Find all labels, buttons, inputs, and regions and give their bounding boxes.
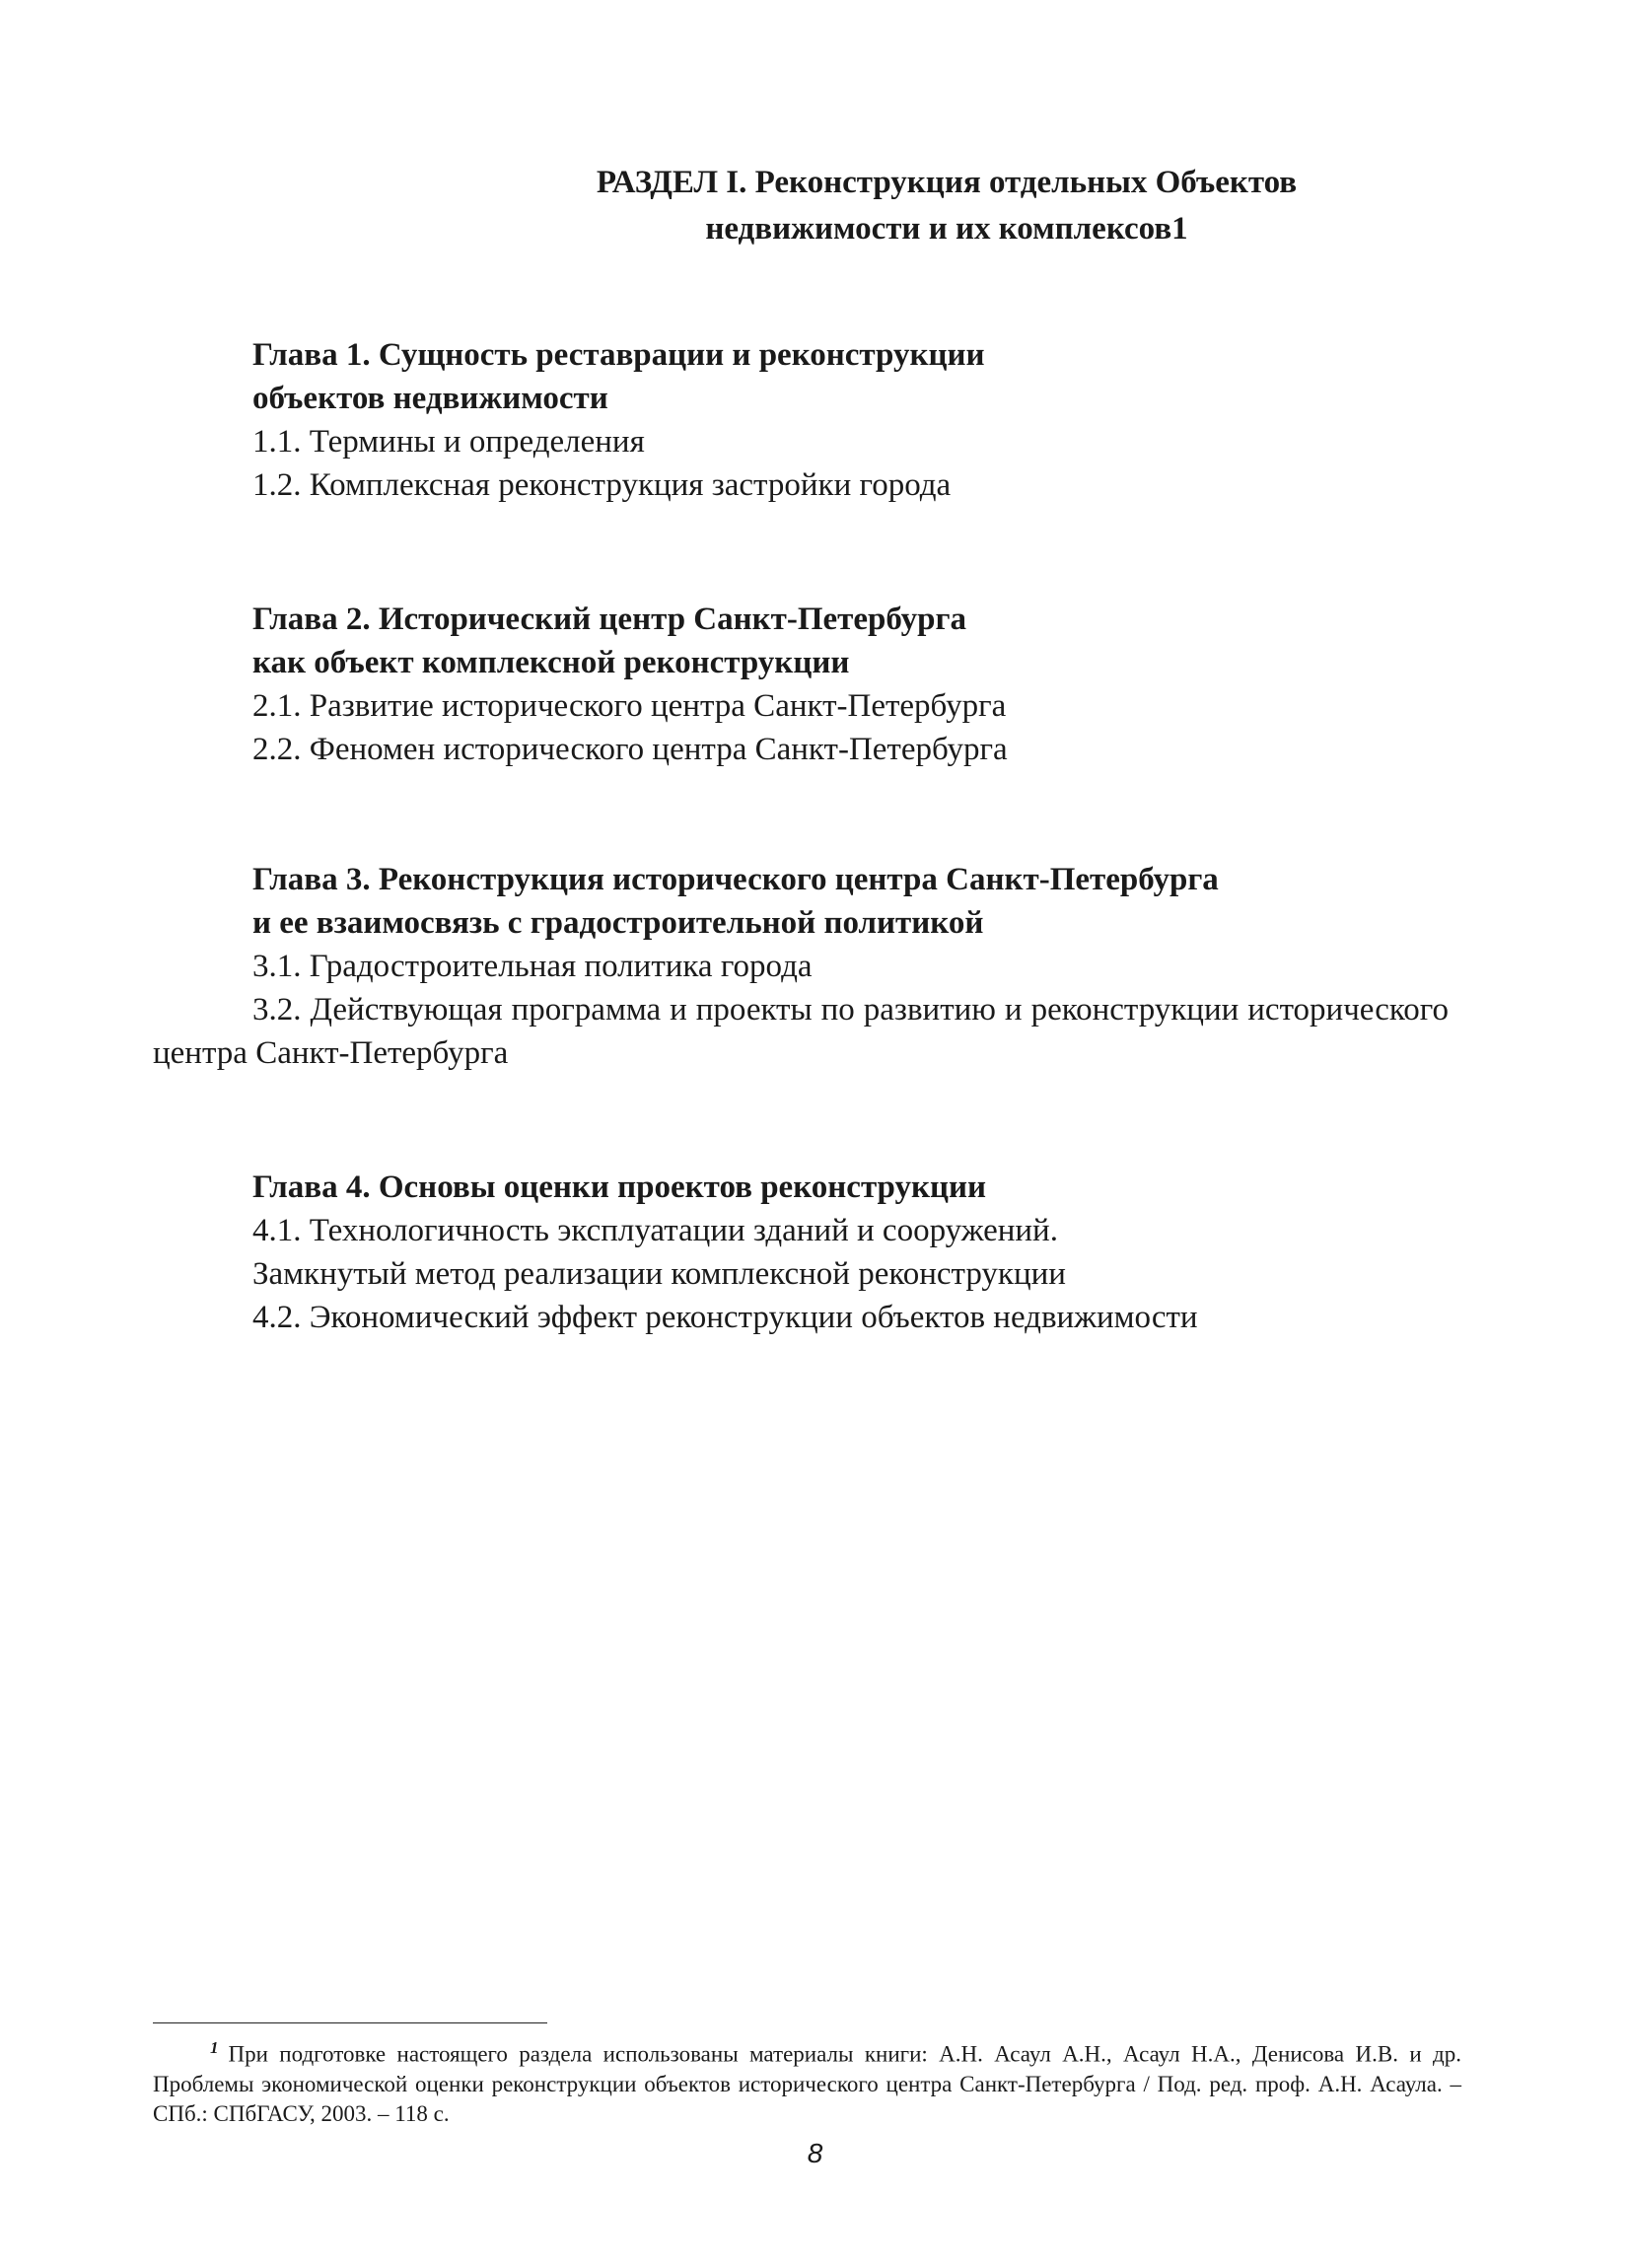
section-title-line2: недвижимости и их комплексов1 [705, 211, 1188, 247]
chapter-2 [252, 598, 1465, 771]
chapter-4-title: Глава 4. Основы оценки проектов реконструкции [252, 1169, 987, 1205]
footnote-text: При подготовке настоящего раздела использованы материалы книги: А.Н. Асаул А.Н., Асаул Н.А., Денисова И.В. и др. Проблемы экономической оценки реконструкции объектов исторического центра Санкт-Петербурга / Под. ред. проф. А.Н. Асаула. – СПб.: СПбГАСУ, 2003. – 118 с. [153, 2041, 1461, 2126]
chapter-2-item-1: 2.1. Развитие исторического центра Санкт-Петербурга [252, 688, 1007, 724]
chapter-4 [252, 1166, 1465, 1339]
chapter-1-item-2: 1.2. Комплексная реконструкция застройки города [252, 467, 952, 503]
chapter-1 [252, 333, 1465, 507]
chapter-2-title-line1: Глава 2. Исторический центр Санкт-Петербурга [252, 602, 966, 637]
section-title [375, 160, 1519, 252]
chapter-3-item-1: 3.1. Градостроительная политика города [252, 949, 813, 984]
chapter-1-title-line2: объектов недвижимости [252, 381, 608, 416]
chapter-3-title-line1: Глава 3. Реконструкция исторического центра Санкт-Петербурга [252, 862, 1219, 897]
chapter-3-item-2: 3.2. Действующая программа и проекты по развитию и реконструкции исторического центра Санкт-Петербурга [153, 992, 1449, 1071]
footnote-divider [153, 2022, 547, 2023]
chapter-1-item-1: 1.1. Термины и определения [252, 424, 645, 460]
section-title-line1: РАЗДЕЛ I. Реконструкция отдельных Объектов [596, 165, 1298, 200]
chapter-4-item-2: 4.2. Экономический эффект реконструкции объектов недвижимости [252, 1300, 1198, 1335]
chapter-2-title-line2: как объект комплексной реконструкции [252, 645, 850, 680]
chapter-3 [252, 858, 1465, 988]
chapter-3-title-line2: и ее взаимосвязь с градостроительной политикой [252, 905, 984, 941]
chapter-1-title-line1: Глава 1. Сущность реставрации и реконструкции [252, 337, 985, 373]
footnote [153, 2033, 1461, 2129]
chapter-4-item-1-continued: Замкнутый метод реализации комплексной реконструкции [252, 1256, 1066, 1292]
page-number: 8 [807, 2138, 823, 2168]
footnote-marker: 1 [210, 2038, 219, 2057]
chapter-4-item-1: 4.1. Технологичность эксплуатации зданий и сооружений. [252, 1213, 1058, 1248]
chapter-2-item-2: 2.2. Феномен исторического центра Санкт-Петербурга [252, 732, 1008, 767]
